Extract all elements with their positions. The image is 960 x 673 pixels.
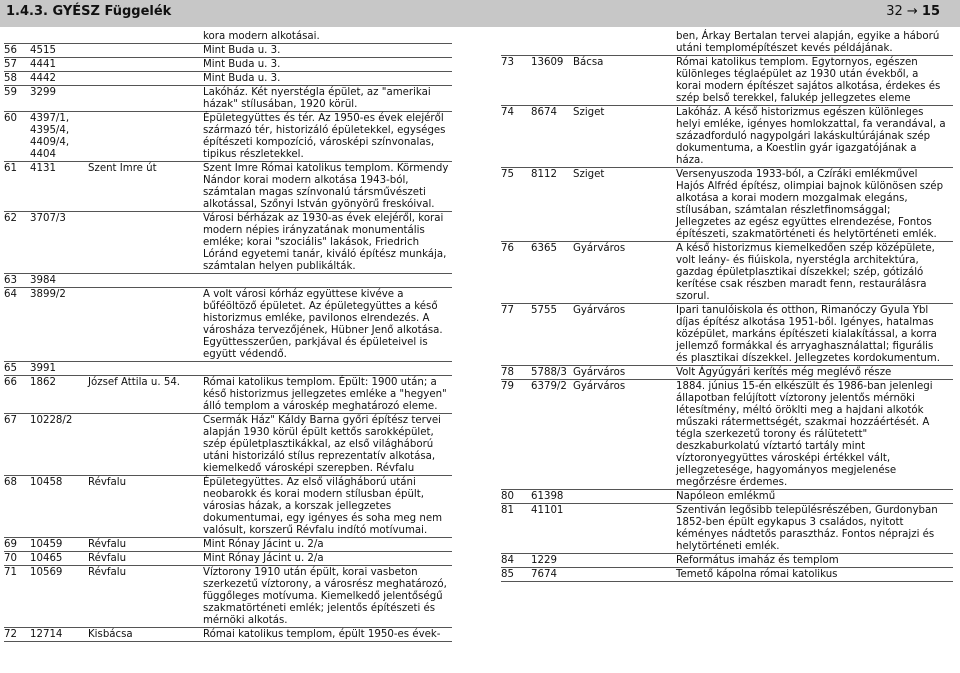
table-row (501, 554, 953, 568)
location (88, 213, 203, 273)
description: Víztorony 1910 után épült, korai vasbeton szerkezetű víztorony, a városrész meghatározó, függőleges motívuma. Kiemelkedő jelentőségű szakmatörténeti emlék; jelentős építészeti és mérnöki alkotás. (203, 567, 447, 626)
location (88, 31, 203, 43)
description: Református imaház és templom (676, 555, 839, 566)
row-number: 57 (4, 59, 17, 70)
parcel-id: 6379/2 (531, 381, 567, 392)
row-number: 59 (4, 87, 17, 98)
page-header (0, 0, 960, 27)
parcel-id: 10458 (30, 477, 63, 488)
location (573, 31, 676, 55)
page-prefix: 32 → (886, 4, 922, 19)
row-number: 62 (4, 213, 17, 224)
table-row (501, 568, 953, 582)
location: Gyárváros (573, 381, 626, 392)
description: Ipari tanulóiskola és otthon, Rimanóczy Gyula Ybl díjas építész alkotása 1951-ből. Igényes, hatalmas középület, markáns építészeti kialakítással, a korra jellemző formákkal és arryaghasználattal; figurális és plasztikai díszekkel. Jellegzetes kordokumentum. (676, 305, 940, 364)
description: Lakóház. Két nyerstégla épület, az "amerikai házak" stílusában, 1920 körül. (203, 87, 431, 110)
description: Római katolikus templom. Épült: 1900 után; a késő historizmus jellegzetes emléke a "hegyen" álló templom a városkép meghatározó eleme. (203, 377, 447, 412)
parcel-id: 10569 (30, 567, 63, 578)
table-row (4, 628, 452, 642)
row-number: 85 (501, 569, 514, 580)
description: Napóleon emlékmű (676, 491, 776, 502)
row-number: 69 (4, 539, 17, 550)
parcel-id: 10459 (30, 539, 63, 550)
row-number: 81 (501, 505, 514, 516)
section-title: 1.4.3. GYÉSZ Függelék (6, 4, 172, 19)
row-number: 71 (4, 567, 17, 578)
description: Szent Imre Római katolikus templom. Körmendy Nándor korai modern alkotása 1943-ból, számtalan magas színvonalú társművészeti alkotással, Szőnyi István gyönyörű freskóival. (203, 163, 449, 210)
table-row (4, 414, 452, 476)
row-number (4, 31, 30, 43)
parcel-id: 6365 (531, 243, 557, 254)
row-number: 61 (4, 163, 17, 174)
description: Római katolikus templom. Egytornyos, egészen különleges téglaépület az 1930 után évekből, a korai modern építészet sajátos alkotása, érdekes és szép belső terekkel, falukép jellegzetes eleme (676, 57, 941, 104)
table-row (4, 72, 452, 86)
location (88, 289, 203, 361)
table-row (501, 242, 953, 304)
table-row (4, 552, 452, 566)
table-row (501, 366, 953, 380)
description: Temető kápolna római katolikus (676, 569, 838, 580)
location (88, 45, 203, 57)
parcel-id: 4397/1, 4395/4, 4409/4, 4404 (30, 113, 70, 160)
row-number: 70 (4, 553, 17, 564)
parcel-id: 5755 (531, 305, 557, 316)
parcel-id: 4515 (30, 45, 56, 56)
row-number: 64 (4, 289, 17, 300)
row-number: 65 (4, 363, 17, 374)
location: Sziget (573, 169, 605, 180)
location: Szent Imre út (88, 163, 157, 174)
location (573, 555, 676, 567)
table-row (501, 106, 953, 168)
parcel-id (531, 31, 573, 55)
table-row (4, 58, 452, 72)
parcel-id: 13609 (531, 57, 564, 68)
location: Kisbácsa (88, 629, 133, 640)
table-row (4, 538, 452, 552)
parcel-id: 4441 (30, 59, 56, 70)
location: Révfalu (88, 567, 127, 578)
parcel-id: 3984 (30, 275, 56, 286)
location: Révfalu (88, 539, 127, 550)
description: 1884. június 15-én elkészült és 1986-ban jelenlegi állapotban felújított víztorony jelentős mérnöki létesítmény, méltó öröklti meg a hajdani alkotók műszaki rátermettségét, szakmai hozzáértését. A tégla szerkezetű torony és rálütetett" deszkaburkolatú víztartó tartály mint víztoronyegyüttes városképi értékkel vált, jellegzetesége, hagyományos megjelenése megőrzésre érdemes. (676, 381, 933, 488)
row-number: 60 (4, 113, 17, 124)
parcel-id (30, 31, 88, 43)
row-number: 78 (501, 367, 514, 378)
row-number: 58 (4, 73, 17, 84)
parcel-id: 1229 (531, 555, 557, 566)
description: Szentiván legősibb településrészében, Gurdonyban 1852-ben épült egykapus 3 családos, nyitott kéményes nádtetős parasztház. Fontos néprajzi és helytörténeti emlék. (676, 505, 938, 552)
location: Gyárváros (573, 243, 626, 254)
row-number: 73 (501, 57, 514, 68)
description: A volt városi kórház együttese kivéve a bűféöltöző épületet. Az épületegyüttes a késő historizmus emléke, pavilonos elrendezés. A városháza tervezőjének, Hübner Jenő alkotása. Együttesszerűen, parkjával és épületeivel is együtt védendő. (203, 289, 443, 360)
table-row (4, 362, 452, 376)
description: ben, Árkay Bertalan tervei alapján, egyike a háború utáni templomépítészet kevés példájának. (676, 31, 940, 54)
location (88, 73, 203, 85)
table-row (4, 30, 452, 44)
parcel-id: 1862 (30, 377, 56, 388)
table-row (4, 288, 452, 362)
table-row (501, 30, 953, 56)
row-number: 76 (501, 243, 514, 254)
parcel-id: 41101 (531, 505, 564, 516)
description: Mint Buda u. 3. (203, 59, 281, 70)
description: Volt Ágyúgyári kerítés még meglévő része (676, 367, 892, 378)
table-row (4, 112, 452, 162)
description: Mint Buda u. 3. (203, 73, 281, 84)
table-row (501, 380, 953, 490)
table-row (501, 504, 953, 554)
location (88, 59, 203, 71)
description: Mint Rónay Jácint u. 2/a (203, 539, 324, 550)
row-number: 66 (4, 377, 17, 388)
description: Csermák Ház" Káldy Barna győri építész tervei alapján 1930 körül épült kettős sarokképület, szép épületplasztikákkal, az első világháború utáni historizáló stílus reprezentatív alkotása, kiemelkedő városképi szerepben. Révfalu (203, 415, 441, 474)
parcel-id: 3991 (30, 363, 56, 374)
page-number (886, 4, 940, 19)
location (573, 505, 676, 553)
description: A késő historizmus kiemelkedően szép középülete, volt leány- és fiúiskola, nyerstégla architektúra, gazdag épületplasztikai díszekkel; szép, gótizáló kerítése csak részben maradt fenn, restaurálásra szorul. (676, 243, 935, 302)
page-current: 15 (921, 4, 940, 19)
row-number: 74 (501, 107, 514, 118)
table-row (4, 86, 452, 112)
row-number: 79 (501, 381, 514, 392)
parcel-id: 3899/2 (30, 289, 66, 300)
parcel-id: 3707/3 (30, 213, 66, 224)
parcel-id: 7674 (531, 569, 557, 580)
row-number: 80 (501, 491, 514, 502)
location: Révfalu (88, 553, 127, 564)
location (88, 275, 203, 287)
row-number: 63 (4, 275, 17, 286)
description: Versenyuszoda 1933-ból, a Czíráki emlékművel Hajós Alfréd építész, olimpiai bajnok különösen szép alkotása a korai modern mozgalmak elegáns, stílusában, számtalan részletfinomsággal; Jellegzetes az egész együttes elrendezése, Fontos építészeti, szakmatörténeti és helytörténeti emlék. (676, 169, 944, 240)
parcel-id: 4442 (30, 73, 56, 84)
table-row (501, 304, 953, 366)
location: József Attila u. 54. (88, 377, 181, 388)
description: Épületegyüttes. Az első világháború utáni neobarokk és korai modern stílusban épült, városias házak, a korszak jellegzetes dokumentumai, egy igényes és soha meg nem valósult, korszerű Révfalu indító motívumai. (203, 477, 443, 536)
table-row (4, 44, 452, 58)
row-number: 77 (501, 305, 514, 316)
description: kora modern alkotásai. (203, 31, 320, 42)
table-row (4, 476, 452, 538)
row-number: 72 (4, 629, 17, 640)
description: Mint Rónay Jácint u. 2/a (203, 553, 324, 564)
location (573, 569, 676, 581)
location (573, 491, 676, 503)
description: Mint Buda u. 3. (203, 45, 281, 56)
description: Épületegyüttes és tér. Az 1950-es évek elejéről származó tér, historizáló épületekkel, egységes építészeti kompozíció, városképi színvonalas, tipikus részletekkel. (203, 113, 446, 160)
description: Városi bérházak az 1930-as évek elejéről, korai modern népies irányzatának monumentális emléke; korai "szociális" lakások, Friedrich Lóránd egyetemi tanár, kiváló építész munkája, számtalan helyen publikálták. (203, 213, 447, 272)
location: Révfalu (88, 477, 127, 488)
row-number (501, 31, 531, 55)
parcel-id: 3299 (30, 87, 56, 98)
parcel-id: 4131 (30, 163, 56, 174)
description (203, 275, 452, 287)
right-column-table (501, 30, 953, 582)
location: Bácsa (573, 57, 604, 68)
row-number: 68 (4, 477, 17, 488)
row-number: 84 (501, 555, 514, 566)
location (88, 363, 203, 375)
table-row (4, 376, 452, 414)
table-row (501, 168, 953, 242)
row-number: 56 (4, 45, 17, 56)
parcel-id: 10228/2 (30, 415, 73, 426)
description: Lakóház. A késő historizmus egészen különleges helyi emléke, igényes homlokzattal, fa verandával, a századforduló nagypolgári lakáskultúrájának szép dokumentuma, a Koestlin gyár igazgatójának a háza. (676, 107, 946, 166)
left-column-table (4, 30, 452, 642)
table-row (4, 274, 452, 288)
table-row (4, 162, 452, 212)
row-number: 67 (4, 415, 17, 426)
location: Gyárváros (573, 367, 626, 378)
location (88, 113, 203, 161)
description: Római katolikus templom, épült 1950-es évek- (203, 629, 441, 640)
parcel-id: 5788/3 (531, 367, 567, 378)
location (88, 87, 203, 111)
table-row (501, 56, 953, 106)
parcel-id: 10465 (30, 553, 63, 564)
parcel-id: 8674 (531, 107, 557, 118)
location: Gyárváros (573, 305, 626, 316)
table-row (501, 490, 953, 504)
location: Sziget (573, 107, 605, 118)
description (203, 363, 452, 375)
parcel-id: 8112 (531, 169, 557, 180)
parcel-id: 61398 (531, 491, 564, 502)
table-row (4, 212, 452, 274)
table-row (4, 566, 452, 628)
parcel-id: 12714 (30, 629, 63, 640)
row-number: 75 (501, 169, 514, 180)
location (88, 415, 203, 475)
